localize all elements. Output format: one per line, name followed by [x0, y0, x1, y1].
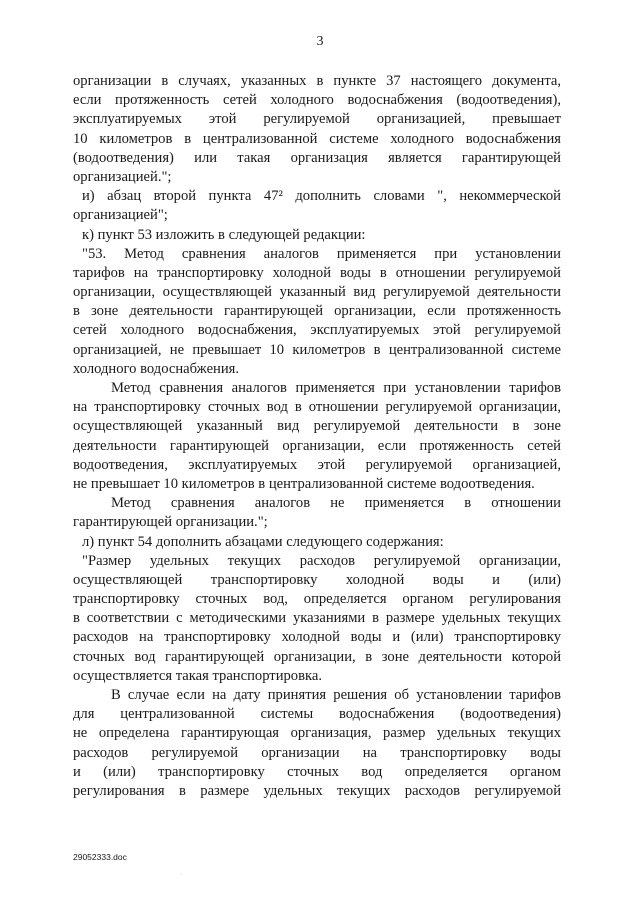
text-line: 10 километров в централизованной системе холодного водоснабжения [73, 130, 561, 147]
text-line: "Размер удельных текущих расходов регулируемой организации, [82, 552, 561, 569]
text-line: организацией"; [73, 207, 168, 224]
text-line: "53. Метод сравнения аналогов применяется при установлении [82, 245, 561, 262]
footer-mark: · [180, 872, 182, 878]
text-line: регулирования в размере удельных текущих расходов регулируемой [73, 782, 561, 799]
text-line: расходов на транспортировку холодной воды и (или) транспортировку [73, 629, 561, 646]
text-line: осуществляющей транспортировку холодной воды и (или) [73, 571, 561, 588]
text-line: сточных вод гарантирующей организации, в зоне деятельности которой [73, 648, 561, 665]
text-line: тарифов на транспортировку холодной воды в отношении регулируемой [73, 264, 561, 281]
text-line: осуществляется такая транспортировка. [73, 667, 322, 684]
text-line: для централизованной системы водоснабжения (водоотведения) [73, 706, 561, 723]
text-line: к) пункт 53 изложить в следующей редакции: [82, 226, 366, 243]
text-line: и (или) транспортировку сточных вод определяется органом [73, 763, 561, 780]
text-line: холодного водоснабжения. [73, 360, 240, 377]
text-line: осуществляющей указанный вид регулируемой деятельности в зоне [73, 418, 561, 435]
text-line: В случае если на дату принятия решения об установлении тарифов [111, 687, 561, 703]
text-line: эксплуатируемых этой регулируемой организацией, превышает [73, 111, 561, 128]
text-line: Метод сравнения аналогов не применяется в отношении [111, 495, 561, 512]
text-line: в соответствии с методическими указаниями в размере удельных текущих [73, 610, 561, 627]
text-line: водоотведения, эксплуатируемых этой регулируемой организацией, [73, 456, 561, 473]
text-line: если протяженность сетей холодного водоснабжения (водоотведения), [73, 92, 561, 109]
text-line: гарантирующей организации."; [73, 514, 268, 531]
text-line: организации, осуществляющей указанный вид регулируемой деятельности [73, 284, 561, 301]
text-line: не превышает 10 километров в централизованной системе водоотведения. [73, 475, 535, 492]
text-line: деятельности гарантирующей организации, если протяженность сетей [73, 437, 561, 454]
text-line: на транспортировку сточных вод в отношении регулируемой организации, [73, 399, 561, 416]
text-line: не определена гарантирующая организация, размер удельных текущих [73, 725, 561, 742]
text-line: транспортировку сточных вод, определяется органом регулирования [73, 591, 561, 608]
page-number: 3 [316, 34, 324, 49]
text-line: организацией."; [73, 168, 172, 185]
text-line: (водоотведения) или такая организация является гарантирующей [73, 149, 561, 166]
document-file-code: 29052333.doc [73, 852, 127, 862]
text-line: и) абзац второй пункта 47² дополнить словами ", некоммерческой [82, 188, 561, 205]
text-line: сетей холодного водоснабжения, эксплуатируемых этой регулируемой [73, 322, 561, 339]
text-line: л) пункт 54 дополнить абзацами следующего содержания: [82, 533, 444, 550]
document-body [73, 72, 561, 801]
text-line: организации в случаях, указанных в пункте 37 настоящего документа, [73, 73, 561, 89]
text-line: Метод сравнения аналогов применяется при установлении тарифов [111, 380, 561, 396]
text-line: расходов регулируемой организации на транспортировку воды [73, 744, 561, 761]
text-line: в зоне деятельности гарантирующей организации, если протяженность [73, 303, 561, 320]
text-line: организацией, не превышает 10 километров в централизованной системе [73, 341, 561, 358]
